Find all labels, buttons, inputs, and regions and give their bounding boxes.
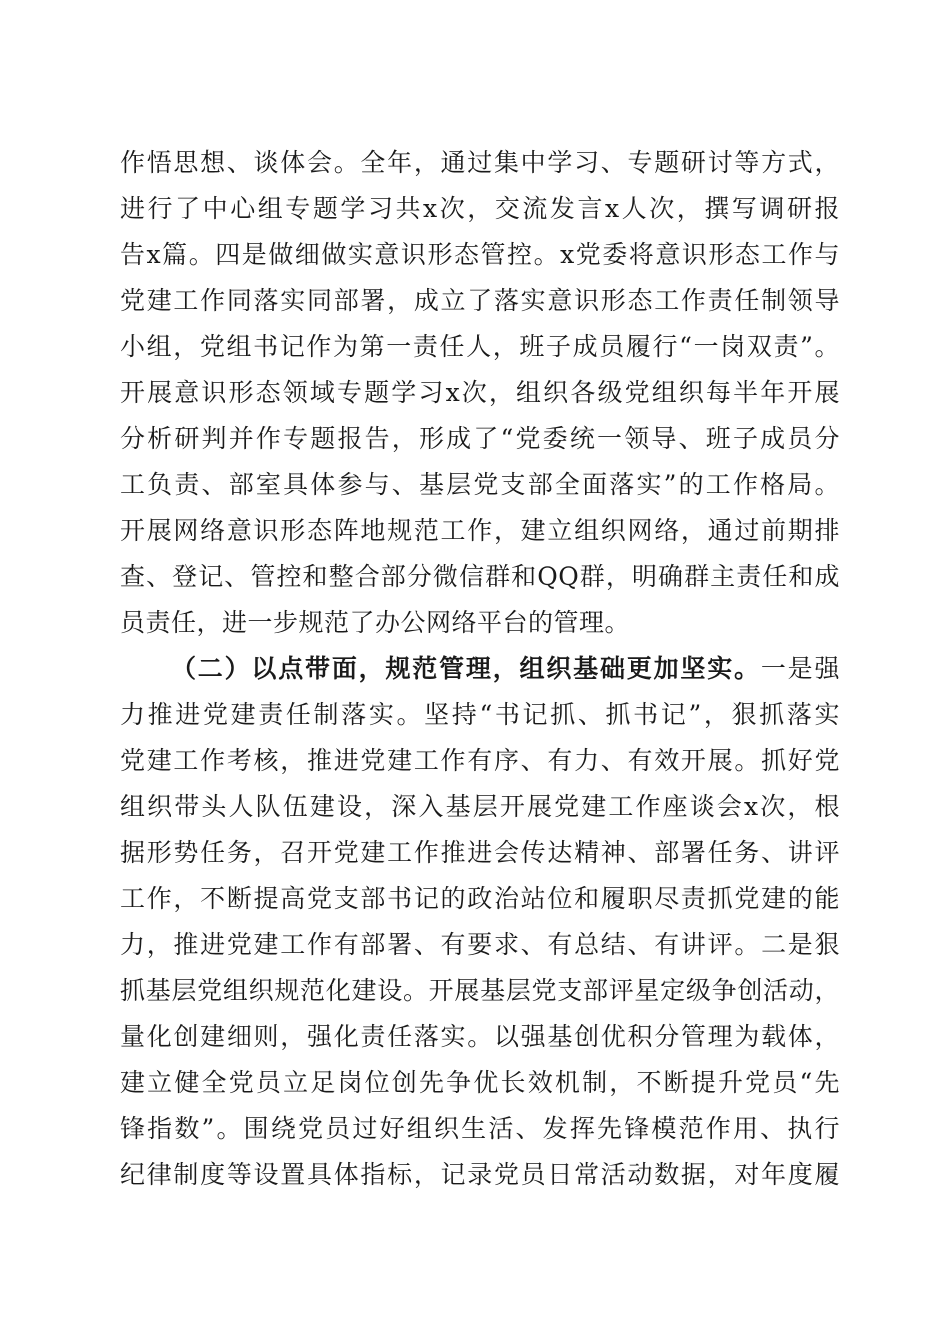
- paragraph-2-line-2: 力推进党建责任制落实。坚持“书记抓、抓书记”，狠抓落实: [120, 700, 840, 729]
- paragraph-1-line-11: 员责任，进一步规范了办公网络平台的管理。: [120, 608, 631, 637]
- paragraph-1-line-5: 小组，党组书记作为第一责任人，班子成员履行“一岗双责”。: [120, 332, 840, 361]
- paragraph-1-line-9: 开展网络意识形态阵地规范工作，建立组织网络，通过前期排: [120, 516, 840, 545]
- section-heading: （二）以点带面，规范管理，组织基础更加坚实。: [171, 654, 761, 683]
- paragraph-2-line-10: 建立健全党员立足岗位创先争优长效机制，不断提升党员“先: [120, 1068, 840, 1097]
- paragraph-2-line-5: 据形势任务，召开党建工作推进会传达精神、部署任务、讲评: [120, 838, 840, 867]
- paragraph-1-line-3: 告x篇。四是做细做实意识形态管控。x党委将意识形态工作与: [120, 240, 840, 269]
- paragraph-2-line-9: 量化创建细则，强化责任落实。以强基创优积分管理为载体，: [120, 1022, 840, 1051]
- paragraph-1-line-4: 党建工作同落实同部署，成立了落实意识形态工作责任制领导: [120, 286, 840, 315]
- paragraph-1-line-7: 分析研判并作专题报告，形成了“党委统一领导、班子成员分: [120, 424, 840, 453]
- paragraph-2-first-line-rest: 一是强: [760, 654, 840, 683]
- paragraph-2-line-4: 组织带头人队伍建设，深入基层开展党建工作座谈会x次，根: [120, 792, 840, 821]
- paragraph-1-line-2: 进行了中心组专题学习共x次，交流发言x人次，撰写调研报: [120, 194, 840, 223]
- paragraph-1-line-10: 查、登记、管控和整合部分微信群和QQ群，明确群主责任和成: [120, 562, 840, 591]
- paragraph-2-line-7: 力，推进党建工作有部署、有要求、有总结、有讲评。二是狠: [120, 930, 840, 959]
- paragraph-2-line-6: 工作，不断提高党支部书记的政治站位和履职尽责抓党建的能: [120, 884, 840, 913]
- paragraph-2-line-3: 党建工作考核，推进党建工作有序、有力、有效开展。抓好党: [120, 746, 840, 775]
- paragraph-2-line-11: 锋指数”。围绕党员过好组织生活、发挥先锋模范作用、执行: [120, 1114, 840, 1143]
- paragraph-2-line-12: 纪律制度等设置具体指标，记录党员日常活动数据，对年度履: [120, 1160, 840, 1189]
- paragraph-1-line-6: 开展意识形态领域专题学习x次，组织各级党组织每半年开展: [120, 378, 840, 407]
- paragraph-2-line-8: 抓基层党组织规范化建设。开展基层党支部评星定级争创活动，: [120, 976, 840, 1005]
- paragraph-1-line-8: 工负责、部室具体参与、基层党支部全面落实”的工作格局。: [120, 470, 840, 499]
- paragraph-1-line-1: 作悟思想、谈体会。全年，通过集中学习、专题研讨等方式，: [120, 148, 840, 177]
- paragraph-2-line-1: [171, 646, 840, 692]
